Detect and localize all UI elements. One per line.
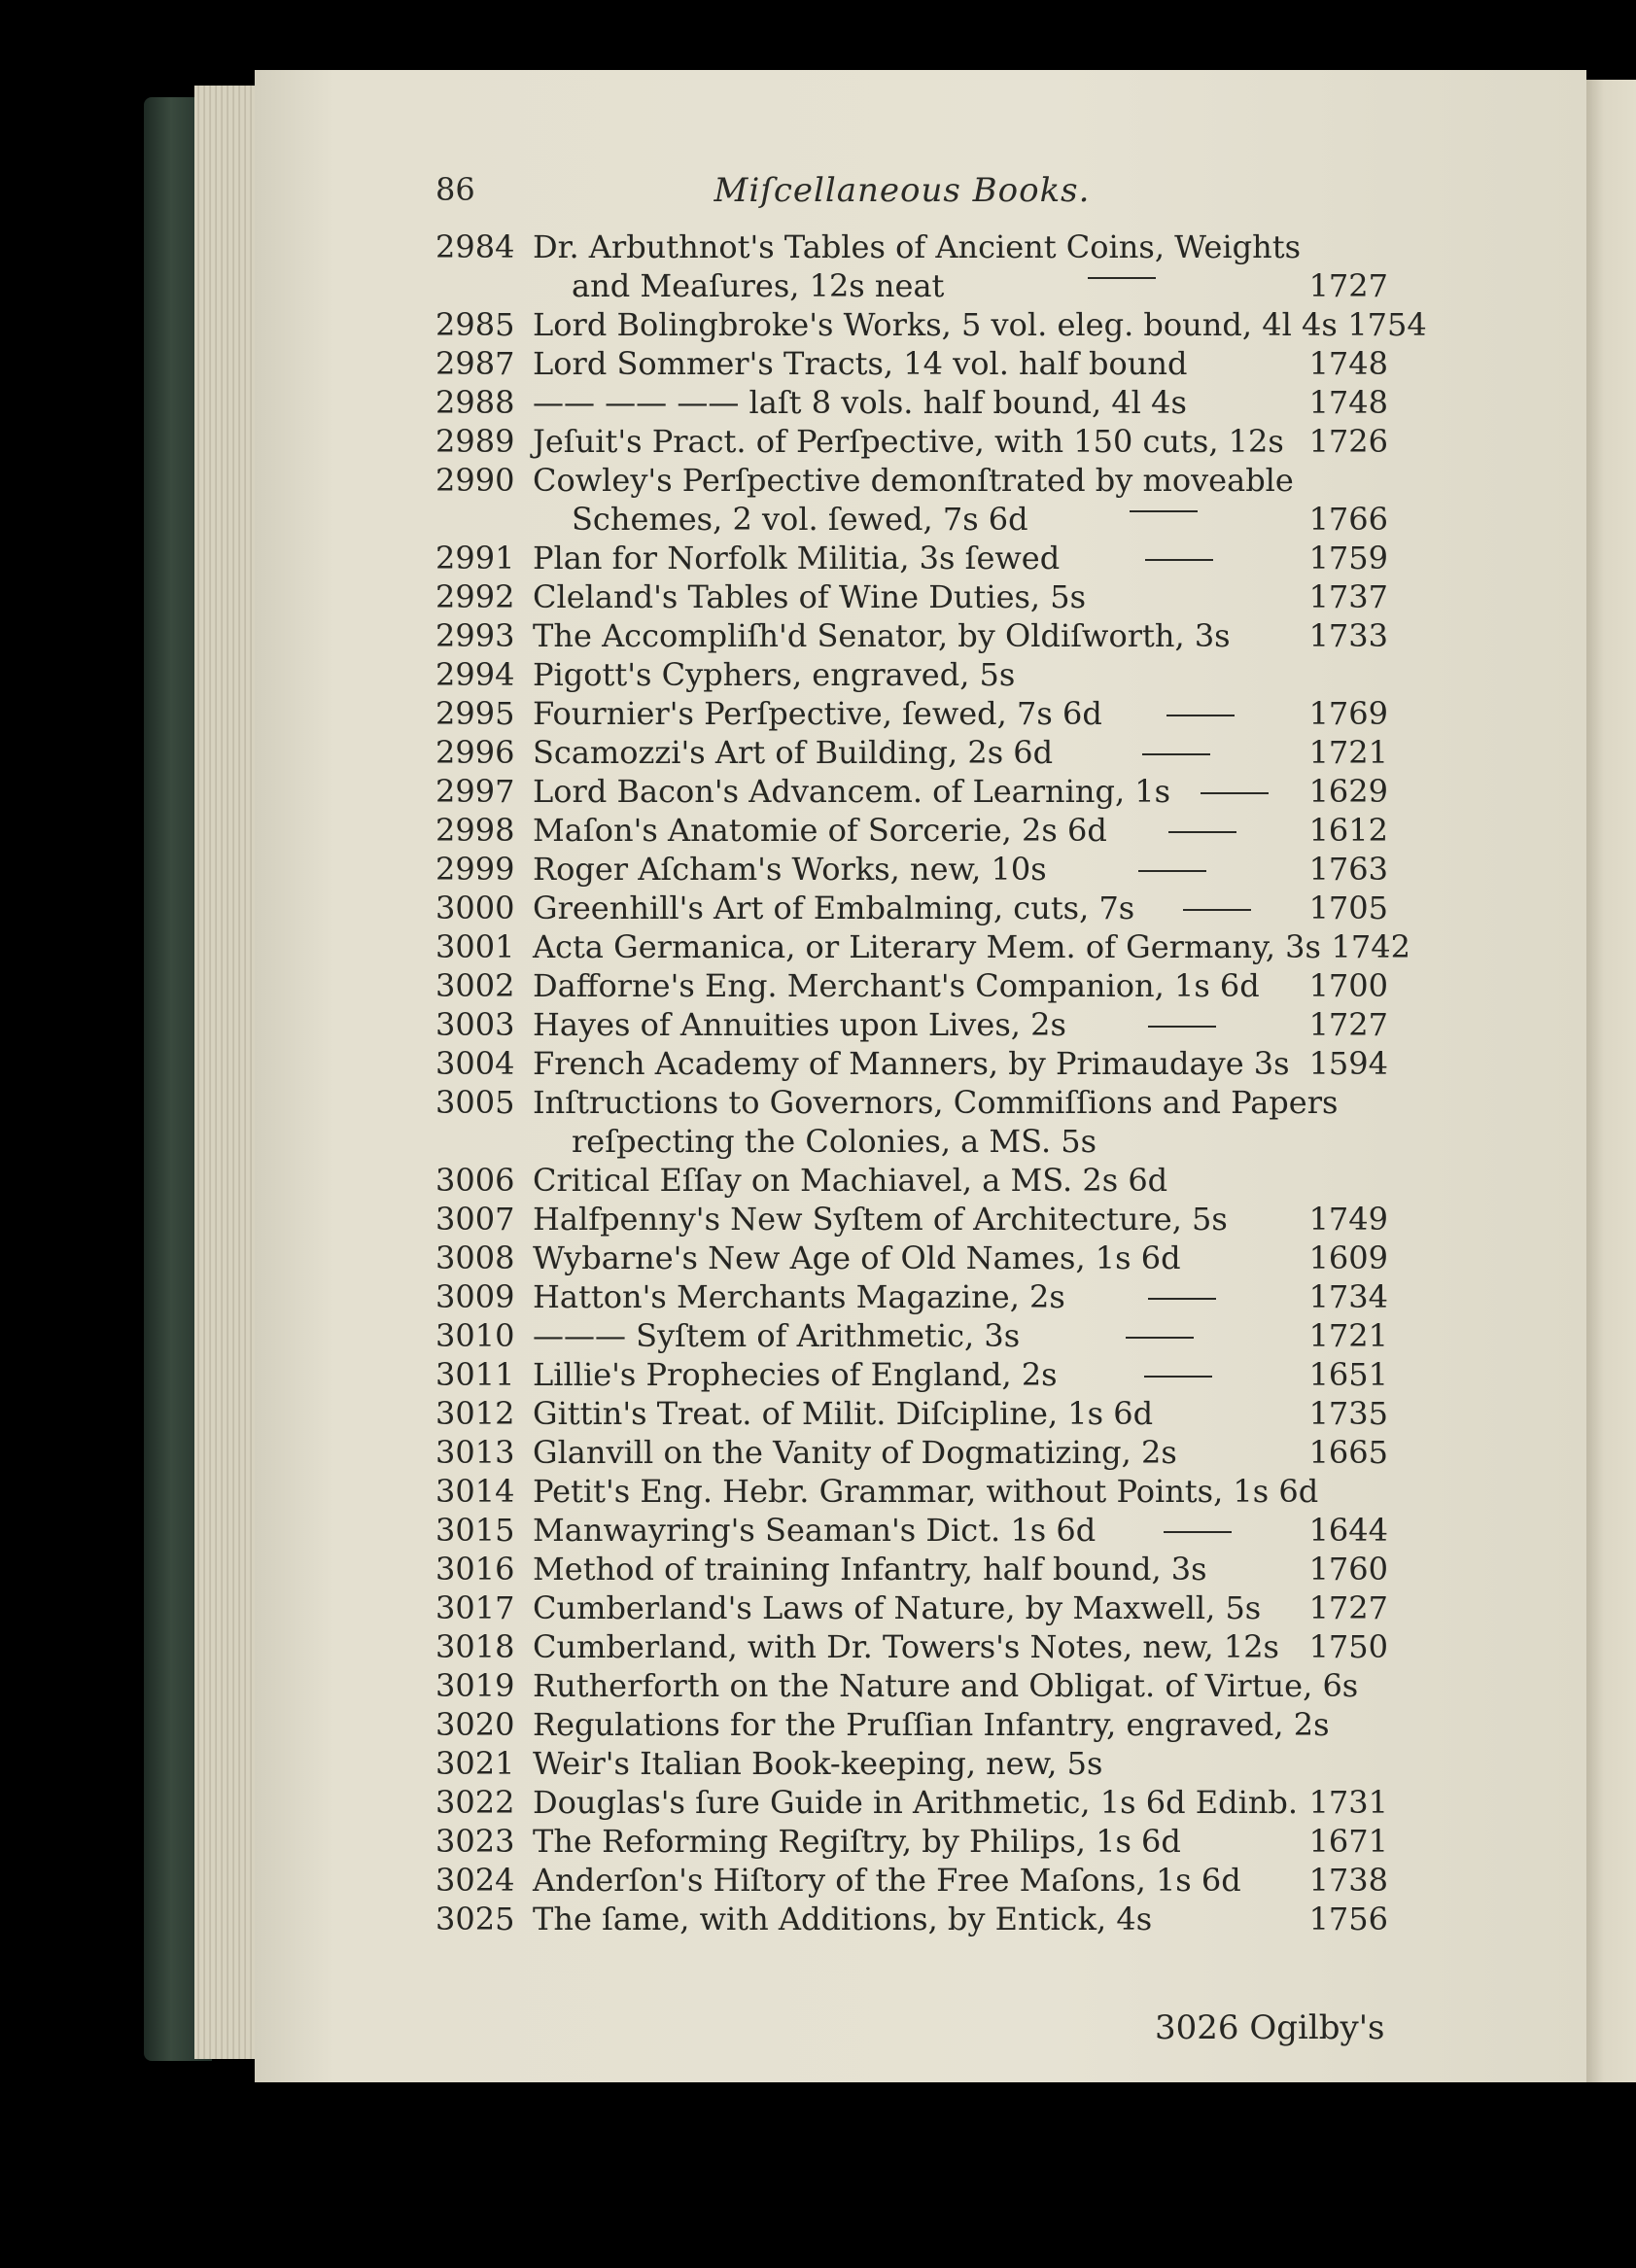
entry-number: 3024 <box>435 1862 515 1899</box>
entry-title-continued: and Meaſures, 12s neat <box>572 267 945 304</box>
catalogue-entry <box>435 383 1388 422</box>
entry-number: 3013 <box>435 1434 515 1471</box>
catalogue-entry <box>435 889 1388 927</box>
page-number: 86 <box>435 171 475 208</box>
entry-continuation <box>435 266 1388 305</box>
rule-dash <box>1053 761 1299 763</box>
entry-year: 1763 <box>1308 851 1388 888</box>
rule-dash <box>1047 878 1299 880</box>
entry-year: 1665 <box>1308 1434 1388 1471</box>
catalogue-entry <box>435 1277 1388 1316</box>
page-header <box>435 171 1369 216</box>
entry-title: Lord Bacon's Advancem. of Learning, 1s <box>533 773 1171 810</box>
entry-year: 1644 <box>1308 1512 1388 1549</box>
entry-number: 3011 <box>435 1356 515 1393</box>
rule-dash <box>1096 1122 1299 1161</box>
entry-title: Inſtructions to Governors, Commiſſions and Papers <box>533 1084 1339 1121</box>
catalogue-entry <box>435 811 1388 850</box>
entry-number: 2988 <box>435 384 515 421</box>
entry-year: 1742 <box>1331 928 1410 965</box>
rule-dash <box>944 266 1299 305</box>
catalogue-entry <box>435 1316 1388 1355</box>
entry-year: 1733 <box>1308 617 1388 654</box>
entry-number: 3006 <box>435 1162 515 1199</box>
catalogue-entry <box>435 422 1388 461</box>
rule-dash <box>1058 1383 1299 1385</box>
entry-title: Hayes of Annuities upon Lives, 2s <box>533 1006 1066 1043</box>
entry-year: 1734 <box>1308 1278 1388 1315</box>
entry-title: Rutherforth on the Nature and Obligat. of Virtue, 6s <box>533 1667 1359 1704</box>
catalogue-entry <box>435 1627 1388 1666</box>
entry-title: Halfpenny's New Syſtem of Architecture, 5s <box>533 1201 1228 1238</box>
catalogue-entry <box>435 1861 1388 1900</box>
catalogue-list <box>435 227 1427 1938</box>
entry-year: 1727 <box>1308 267 1388 304</box>
entry-number: 3007 <box>435 1201 515 1238</box>
entry-title: Regulations for the Pruſſian Infantry, engraved, 2s <box>533 1706 1330 1743</box>
entry-title: Maſon's Anatomie of Sorcerie, 2s 6d <box>533 812 1107 849</box>
entry-number: 3000 <box>435 890 515 926</box>
catalogue-entry <box>435 1900 1388 1938</box>
entry-title: Critical Eſſay on Machiavel, a MS. 2s 6d <box>533 1162 1168 1199</box>
catalogue-entry <box>435 344 1388 383</box>
entry-year: 1705 <box>1308 890 1388 926</box>
entry-year: 1671 <box>1308 1823 1388 1860</box>
entry-title: Greenhill's Art of Embalming, cuts, 7s <box>533 890 1135 926</box>
entry-number: 3008 <box>435 1239 515 1276</box>
entry-year: 1766 <box>1308 501 1388 538</box>
catalogue-entry <box>435 1783 1388 1822</box>
entry-year: 1721 <box>1308 1317 1388 1354</box>
entry-number: 2998 <box>435 812 515 849</box>
entry-year: 1700 <box>1308 967 1388 1004</box>
catalogue-entry <box>435 694 1388 733</box>
entry-title: Pigott's Cyphers, engraved, 5s <box>533 656 1016 693</box>
entry-title: Cumberland, with Dr. Towers's Notes, new, 12s <box>533 1628 1279 1665</box>
catalogue-entry <box>435 1433 1388 1472</box>
entry-year: 1721 <box>1308 734 1388 771</box>
catalogue-entry <box>435 577 1388 616</box>
catalogue-entry <box>435 305 1427 344</box>
rule-dash <box>1066 1033 1299 1035</box>
entry-number: 3002 <box>435 967 515 1004</box>
catalogue-entry <box>435 850 1388 889</box>
entry-continuation <box>435 1122 1388 1161</box>
entry-number: 3003 <box>435 1006 515 1043</box>
catalogue-entry <box>435 616 1388 655</box>
entry-year: 1735 <box>1308 1395 1388 1432</box>
entry-title: Jeſuit's Pract. of Perſpective, with 150 cuts, 12s <box>533 423 1284 460</box>
catalogue-entry <box>435 1550 1388 1588</box>
catalogue-entry <box>435 1511 1388 1550</box>
entry-title: Dafforne's Eng. Merchant's Companion, 1s 6d <box>533 967 1260 1004</box>
rule-dash <box>1065 1306 1299 1308</box>
catalogue-entry <box>435 655 1388 694</box>
rule-dash <box>1060 567 1299 569</box>
entry-year: 1727 <box>1308 1006 1388 1043</box>
facing-page-edge <box>1586 80 1636 2082</box>
entry-year: 1737 <box>1308 578 1388 615</box>
entry-number: 2987 <box>435 345 515 382</box>
entry-number: 3016 <box>435 1551 515 1588</box>
catalogue-entry <box>435 772 1388 811</box>
entry-year: 1731 <box>1308 1784 1388 1821</box>
entry-year: 1749 <box>1308 1201 1388 1238</box>
entry-title: Scamozzi's Art of Building, 2s 6d <box>533 734 1054 771</box>
catalogue-entry <box>435 966 1388 1005</box>
entry-title: ——— Syſtem of Arithmetic, 3s <box>533 1317 1021 1354</box>
rule-dash <box>1102 722 1299 724</box>
entry-title: Dr. Arbuthnot's Tables of Ancient Coins, Weights <box>533 228 1301 265</box>
catalogue-entry <box>435 1666 1388 1705</box>
entry-title: The ſame, with Additions, by Entick, 4s <box>533 1901 1153 1937</box>
entry-year: 1754 <box>1347 306 1427 343</box>
entry-title: The Reforming Regiſtry, by Philips, 1s 6d <box>533 1823 1181 1860</box>
entry-title: Cumberland's Laws of Nature, by Maxwell, 5s <box>533 1589 1262 1626</box>
entry-number: 3018 <box>435 1628 515 1665</box>
entry-number: 3001 <box>435 928 515 965</box>
rule-dash <box>1170 800 1299 802</box>
catalogue-entry <box>435 1705 1388 1744</box>
entry-year: 1760 <box>1308 1551 1388 1588</box>
entry-title: Lord Sommer's Tracts, 14 vol. half bound <box>533 345 1188 382</box>
entry-year: 1726 <box>1308 423 1388 460</box>
entry-year: 1651 <box>1308 1356 1388 1393</box>
catalogue-entry <box>435 1005 1388 1044</box>
entry-title: Manwayring's Seaman's Dict. 1s 6d <box>533 1512 1096 1549</box>
entry-year: 1750 <box>1308 1628 1388 1665</box>
entry-year: 1748 <box>1308 345 1388 382</box>
entry-number: 3025 <box>435 1901 515 1937</box>
entry-number: 2984 <box>435 228 515 265</box>
entry-title: Plan for Norfolk Militia, 3s ſewed <box>533 540 1061 576</box>
entry-number: 2996 <box>435 734 515 771</box>
entry-title: Roger Aſcham's Works, new, 10s <box>533 851 1047 888</box>
catalogue-entry <box>435 1744 1388 1783</box>
catalogue-entry <box>435 1161 1388 1200</box>
entry-year: 1759 <box>1308 540 1388 576</box>
catalogue-entry <box>435 461 1388 500</box>
catchword: 3026 Ogilby's <box>1155 2008 1385 2047</box>
entry-title: Glanvill on the Vanity of Dogmatizing, 2s <box>533 1434 1177 1471</box>
entry-number: 2989 <box>435 423 515 460</box>
entry-number: 3023 <box>435 1823 515 1860</box>
running-title: Miſcellaneous Books. <box>714 171 1091 210</box>
catalogue-entry <box>435 1822 1388 1861</box>
entry-year: 1756 <box>1308 1901 1388 1937</box>
entry-number: 2992 <box>435 578 515 615</box>
catalogue-entry <box>435 1394 1388 1433</box>
catalogue-entry <box>435 733 1388 772</box>
entry-title: Wybarne's New Age of Old Names, 1s 6d <box>533 1239 1181 1276</box>
entry-year: 1738 <box>1308 1862 1388 1899</box>
page-edges <box>194 86 262 2059</box>
catalogue-entry <box>435 1472 1388 1511</box>
entry-title: Fournier's Perſpective, ſewed, 7s 6d <box>533 695 1102 732</box>
entry-number: 2994 <box>435 656 515 693</box>
rule-dash <box>1096 1539 1299 1541</box>
entry-title: Weir's Italian Book-keeping, new, 5s <box>533 1745 1103 1782</box>
entry-title: —— —— —— laſt 8 vols. half bound, 4l 4s <box>533 384 1187 421</box>
entry-title: Acta Germanica, or Literary Mem. of Germany, 3s <box>533 928 1321 965</box>
entry-number: 3015 <box>435 1512 515 1549</box>
entry-title: Cleland's Tables of Wine Duties, 5s <box>533 578 1087 615</box>
entry-number: 3021 <box>435 1745 515 1782</box>
entry-number: 3010 <box>435 1317 515 1354</box>
entry-title: Method of training Infantry, half bound, 3s <box>533 1551 1207 1588</box>
entry-number: 2990 <box>435 462 515 499</box>
entry-year: 1629 <box>1308 773 1388 810</box>
catalogue-entry <box>435 539 1388 577</box>
entry-number: 3022 <box>435 1784 515 1821</box>
entry-number: 3017 <box>435 1589 515 1626</box>
entry-continuation <box>435 500 1388 539</box>
entry-year: 1748 <box>1308 384 1388 421</box>
rule-dash <box>1020 1344 1299 1346</box>
entry-title: Anderſon's Hiſtory of the Free Maſons, 1s 6d <box>533 1862 1241 1899</box>
entry-number: 2985 <box>435 306 515 343</box>
entry-year: 1594 <box>1308 1045 1388 1082</box>
entry-title: Gittin's Treat. of Milit. Diſcipline, 1s 6d <box>533 1395 1154 1432</box>
entry-number: 2991 <box>435 540 515 576</box>
entry-year <box>1299 1122 1388 1161</box>
catalogue-entry <box>435 1239 1388 1277</box>
entry-year: 1769 <box>1308 695 1388 732</box>
catalogue-entry <box>435 227 1388 266</box>
entry-title-continued: Schemes, 2 vol. ſewed, 7s 6d <box>572 501 1028 538</box>
entry-number: 3005 <box>435 1084 515 1121</box>
entry-number: 3009 <box>435 1278 515 1315</box>
entry-title: Douglas's ſure Guide in Arithmetic, 1s 6d Edinb. <box>533 1784 1299 1821</box>
catalogue-entry <box>435 927 1410 966</box>
entry-title: Cowley's Perſpective demonſtrated by moveable <box>533 462 1294 499</box>
rule-dash <box>1107 839 1299 841</box>
entry-year: 1612 <box>1308 812 1388 849</box>
rule-dash <box>1134 917 1299 919</box>
entry-title: Hatton's Merchants Magazine, 2s <box>533 1278 1065 1315</box>
entry-number: 3019 <box>435 1667 515 1704</box>
entry-number: 3020 <box>435 1706 515 1743</box>
catalogue-entry <box>435 1355 1388 1394</box>
entry-title: The Accompliſh'd Senator, by Oldiſworth, 3s <box>533 617 1231 654</box>
entry-number: 3012 <box>435 1395 515 1432</box>
entry-number: 2997 <box>435 773 515 810</box>
catalogue-entry <box>435 1044 1388 1083</box>
catalogue-entry <box>435 1200 1388 1239</box>
entry-number: 3014 <box>435 1473 515 1510</box>
entry-title: Lord Bolingbroke's Works, 5 vol. eleg. bound, 4l 4s <box>533 306 1338 343</box>
entry-number: 3004 <box>435 1045 515 1082</box>
catalogue-entry <box>435 1588 1388 1627</box>
entry-number: 2993 <box>435 617 515 654</box>
entry-number: 2999 <box>435 851 515 888</box>
entry-title-continued: reſpecting the Colonies, a MS. 5s <box>572 1123 1097 1160</box>
entry-title: French Academy of Manners, by Primaudaye 3s <box>533 1045 1290 1082</box>
entry-title: Lillie's Prophecies of England, 2s <box>533 1356 1058 1393</box>
entry-number: 2995 <box>435 695 515 732</box>
rule-dash <box>1028 500 1299 539</box>
entry-year: 1727 <box>1308 1589 1388 1626</box>
entry-title: Petit's Eng. Hebr. Grammar, without Points, 1s 6d <box>533 1473 1319 1510</box>
entry-year: 1609 <box>1308 1239 1388 1276</box>
catalogue-entry <box>435 1083 1388 1122</box>
